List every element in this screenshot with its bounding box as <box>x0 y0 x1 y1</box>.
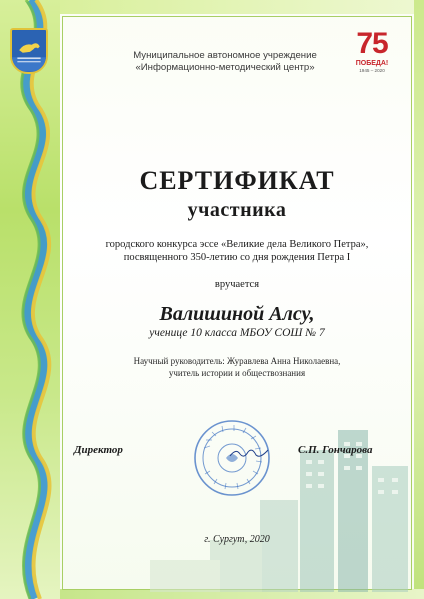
director-label: Директор <box>74 444 123 456</box>
ribbon-decoration <box>0 0 70 599</box>
badge-word: ПОБЕДА! <box>355 60 389 67</box>
badge-years: 1945 – 2020 <box>359 68 385 73</box>
certificate-title: СЕРТИФИКАТ <box>139 166 335 195</box>
city-date: г. Сургут, 2020 <box>204 534 270 545</box>
contest-description <box>72 238 402 264</box>
city-skyline-illustration <box>150 420 415 592</box>
recipient-name: Валишиной Алсу, <box>159 303 315 325</box>
supervisor-line-1: Научный руководитель: Журавлева Анна Николаевна, <box>133 356 341 366</box>
org-line-1: Муниципальное автономное учреждение <box>133 50 317 61</box>
recipient-school: ученице 10 класса МБОУ СОШ № 7 <box>149 327 325 339</box>
badge-number: 75 <box>356 27 388 60</box>
victory-75-badge-icon <box>350 28 394 82</box>
certificate-subtitle: участника <box>187 199 287 221</box>
organization-header <box>100 50 350 74</box>
surgut-coat-of-arms-icon <box>10 28 48 74</box>
right-decorative-band <box>414 0 424 599</box>
description-line-1: городского конкурса эссе «Великие дела Великого Петра», <box>105 239 369 250</box>
director-name: С.П. Гончарова <box>298 444 373 456</box>
org-line-2: «Информационно-методический центр» <box>135 62 315 73</box>
top-decorative-band <box>60 0 424 14</box>
supervisor-line-2: учитель истории и обществознания <box>168 367 306 378</box>
director-signature-icon <box>228 446 272 460</box>
awarded-label: вручается <box>214 279 260 290</box>
description-line-2: посвященного 350-летию со дня рождения Петра I <box>123 252 351 263</box>
supervisor-info <box>62 356 412 379</box>
